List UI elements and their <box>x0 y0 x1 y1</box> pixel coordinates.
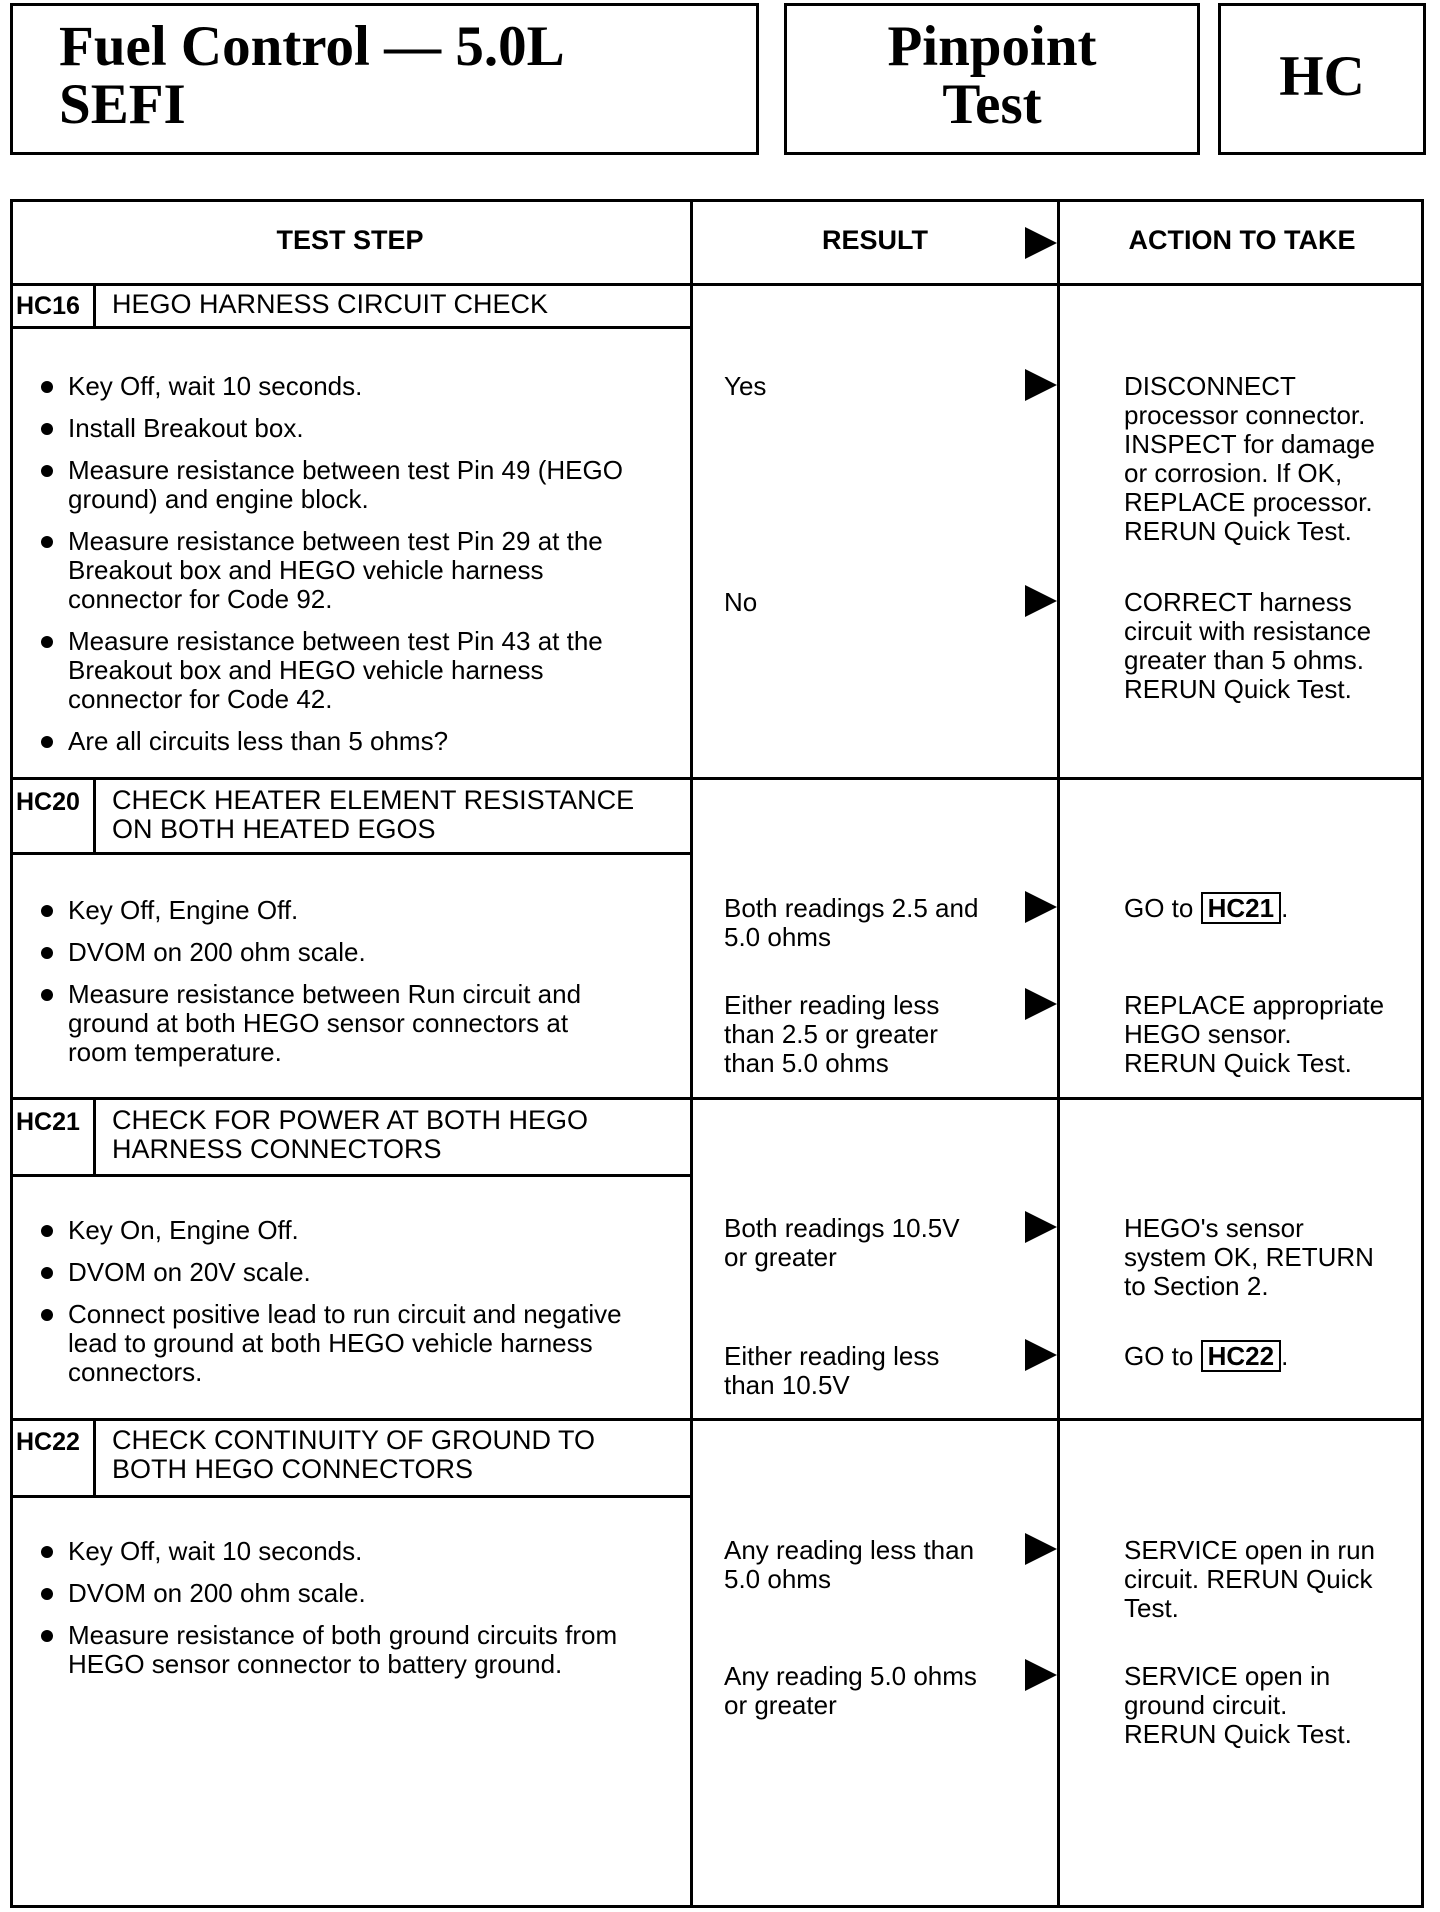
action-suffix: . <box>1281 893 1289 923</box>
step-instructions <box>40 1216 680 1387</box>
arrow-right-icon <box>1025 891 1057 923</box>
step-divider <box>10 1418 1424 1421</box>
arrow-right-icon <box>1025 1339 1057 1371</box>
step-id: HC20 <box>16 788 80 816</box>
instruction-item: Measure resistance between test Pin 43 at the Breakout box and HEGO vehicle harness connector for Code 42. <box>40 627 680 714</box>
step-title: HEGO HARNESS CIRCUIT CHECK <box>112 289 549 319</box>
instruction-item: Are all circuits less than 5 ohms? <box>40 727 680 756</box>
arrow-right-icon <box>1025 1533 1057 1565</box>
step-tab-divider <box>93 1421 96 1498</box>
column-header-result: RESULT <box>822 225 928 255</box>
step-title: CHECK HEATER ELEMENT RESISTANCE ON BOTH HEATED EGOS <box>112 785 635 844</box>
action-text: CORRECT harness circuit with resistance greater than 5 ohms. RERUN Quick Test. <box>1124 587 1372 704</box>
step-title-divider <box>10 852 693 855</box>
test-type-label: Pinpoint Test <box>887 15 1097 136</box>
step-title-divider <box>10 326 693 329</box>
column-header-action: ACTION TO TAKE <box>1128 225 1356 255</box>
goto-step-ref[interactable]: HC21 <box>1201 892 1281 924</box>
step-instructions <box>40 1537 680 1679</box>
step-instructions <box>40 372 680 756</box>
arrow-right-icon <box>1025 585 1057 617</box>
action-text <box>1124 1340 1288 1372</box>
step-divider <box>10 1097 1424 1100</box>
result-text: Any reading 5.0 ohms or greater <box>724 1661 977 1720</box>
column-divider <box>1057 199 1060 1908</box>
arrow-right-icon <box>1025 369 1057 401</box>
test-type-box <box>784 3 1200 155</box>
action-text: SERVICE open in run circuit. RERUN Quick Test. <box>1124 1535 1375 1623</box>
result-text: Any reading less than 5.0 ohms <box>724 1535 975 1594</box>
action-prefix: GO to <box>1124 1341 1201 1371</box>
step-id: HC21 <box>16 1108 80 1136</box>
page-title: Fuel Control — 5.0L SEFI <box>59 15 565 136</box>
step-instructions <box>40 896 680 1067</box>
action-suffix: . <box>1281 1341 1289 1371</box>
instruction-item: DVOM on 20V scale. <box>40 1258 680 1287</box>
step-tab-divider <box>93 286 96 329</box>
instruction-item: Key Off, wait 10 seconds. <box>40 372 680 401</box>
instruction-item: DVOM on 200 ohm scale. <box>40 938 680 967</box>
step-title: CHECK FOR POWER AT BOTH HEGO HARNESS CONNECTORS <box>112 1105 589 1164</box>
instruction-item: Key Off, wait 10 seconds. <box>40 1537 680 1566</box>
column-header-test-step: TEST STEP <box>276 225 424 255</box>
step-tab-divider <box>93 780 96 855</box>
step-tab-divider <box>93 1100 96 1177</box>
arrow-right-icon <box>1025 1659 1057 1691</box>
instruction-item: Measure resistance between test Pin 29 at the Breakout box and HEGO vehicle harness connector for Code 92. <box>40 527 680 614</box>
action-text: DISCONNECT processor connector. INSPECT for damage or corrosion. If OK, REPLACE processor. RERUN Quick Test. <box>1124 371 1375 546</box>
result-text: Yes <box>724 371 767 401</box>
result-text: Both readings 10.5V or greater <box>724 1213 960 1272</box>
header-row-divider <box>10 283 1424 286</box>
instruction-item: Measure resistance between test Pin 49 (HEGO ground) and engine block. <box>40 456 680 514</box>
title-box <box>10 3 759 155</box>
arrow-right-icon <box>1025 227 1057 259</box>
arrow-right-icon <box>1025 1211 1057 1243</box>
action-text: SERVICE open in ground circuit. RERUN Quick Test. <box>1124 1661 1352 1749</box>
instruction-item: Measure resistance between Run circuit and ground at both HEGO sensor connectors at room temperature. <box>40 980 680 1067</box>
action-text <box>1124 892 1288 924</box>
instruction-item: Key On, Engine Off. <box>40 1216 680 1245</box>
step-title-divider <box>10 1495 693 1498</box>
action-text: HEGO's sensor system OK, RETURN to Section 2. <box>1124 1213 1374 1301</box>
step-id: HC22 <box>16 1428 80 1456</box>
step-title: CHECK CONTINUITY OF GROUND TO BOTH HEGO CONNECTORS <box>112 1425 596 1484</box>
instruction-item: DVOM on 200 ohm scale. <box>40 1579 680 1608</box>
step-divider <box>10 777 1424 780</box>
goto-step-ref[interactable]: HC22 <box>1201 1340 1281 1372</box>
result-text: Both readings 2.5 and 5.0 ohms <box>724 893 979 952</box>
section-code: HC <box>1279 45 1365 108</box>
action-text: REPLACE appropriate HEGO sensor. RERUN Quick Test. <box>1124 990 1385 1078</box>
step-id: HC16 <box>16 292 80 320</box>
instruction-item: Measure resistance of both ground circuits from HEGO sensor connector to battery ground. <box>40 1621 680 1679</box>
instruction-item: Connect positive lead to run circuit and negative lead to ground at both HEGO vehicle harness connectors. <box>40 1300 680 1387</box>
step-title-divider <box>10 1174 693 1177</box>
result-text: No <box>724 587 758 617</box>
instruction-item: Key Off, Engine Off. <box>40 896 680 925</box>
result-text: Either reading less than 10.5V <box>724 1341 940 1400</box>
instruction-item: Install Breakout box. <box>40 414 680 443</box>
column-divider <box>690 199 693 1908</box>
code-box <box>1218 3 1426 155</box>
result-text: Either reading less than 2.5 or greater than 5.0 ohms <box>724 990 940 1078</box>
action-prefix: GO to <box>1124 893 1201 923</box>
arrow-right-icon <box>1025 988 1057 1020</box>
